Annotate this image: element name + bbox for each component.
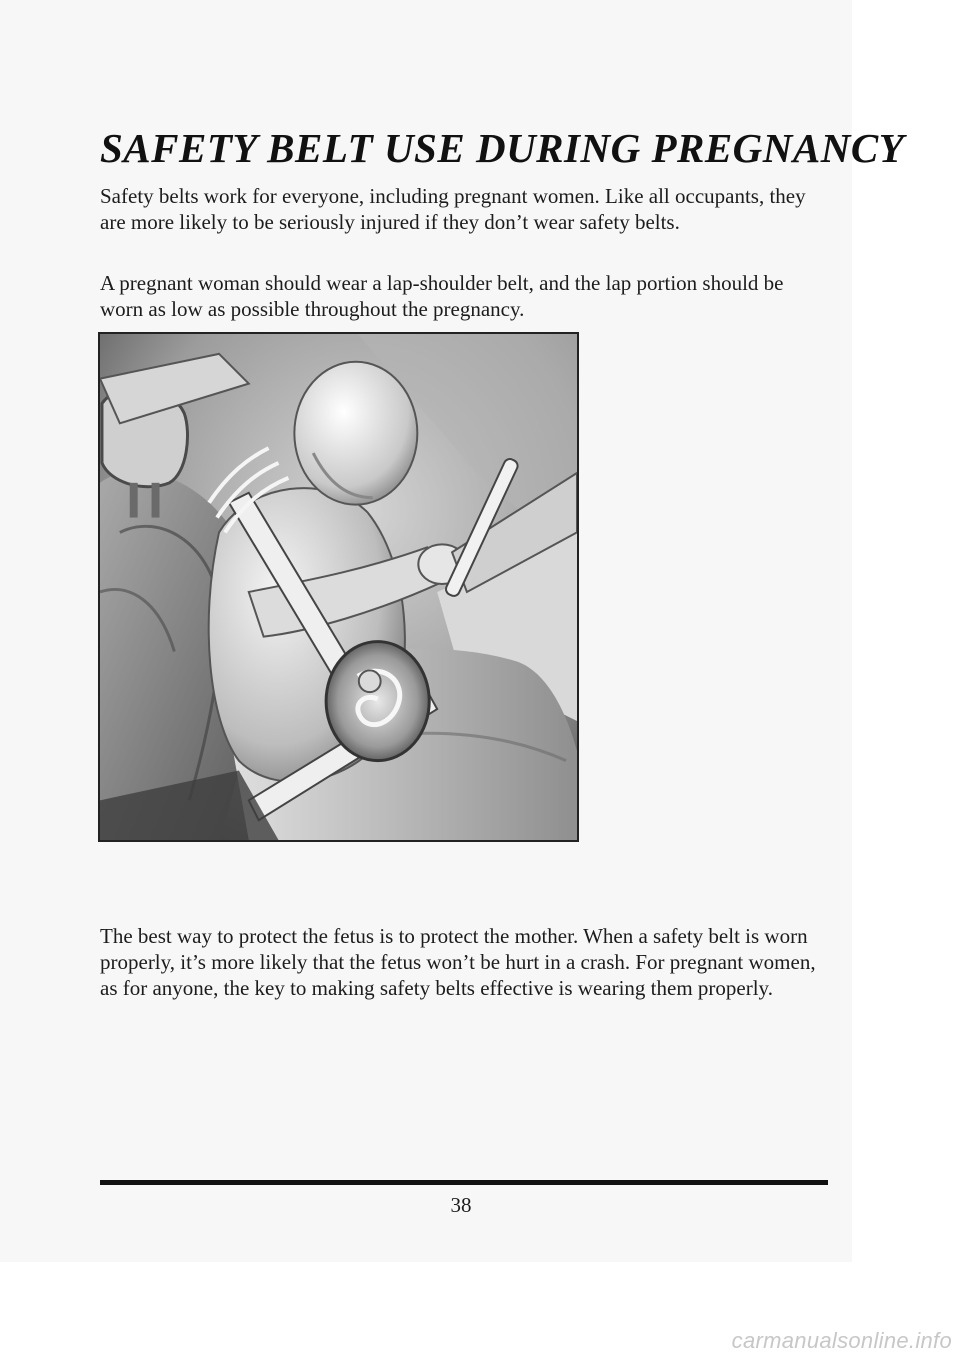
- page-number: 38: [450, 1193, 472, 1217]
- paragraph-lap-belt: A pregnant woman should wear a lap-shoulder belt, and the lap portion should be worn as low as possible throughout the pregnancy.: [100, 271, 784, 321]
- paragraph-intro: Safety belts work for everyone, including pregnant women. Like all occupants, they are more likely to be seriously injured if they don’t wear safety belts.: [100, 184, 806, 234]
- pregnant-driver-illustration: [98, 332, 579, 842]
- watermark-text: carmanualsonline.info: [731, 1328, 952, 1353]
- page-title: SAFETY BELT USE DURING PREGNANCY: [100, 125, 905, 171]
- footer-rule: [100, 1180, 828, 1185]
- paragraph-protect-mother: The best way to protect the fetus is to protect the mother. When a safety belt is worn properly, it’s more likely that the fetus won’t be hurt in a crash. For pregnant women, as for anyone, the key to making safety belts effective is wearing them properly.: [100, 924, 816, 1000]
